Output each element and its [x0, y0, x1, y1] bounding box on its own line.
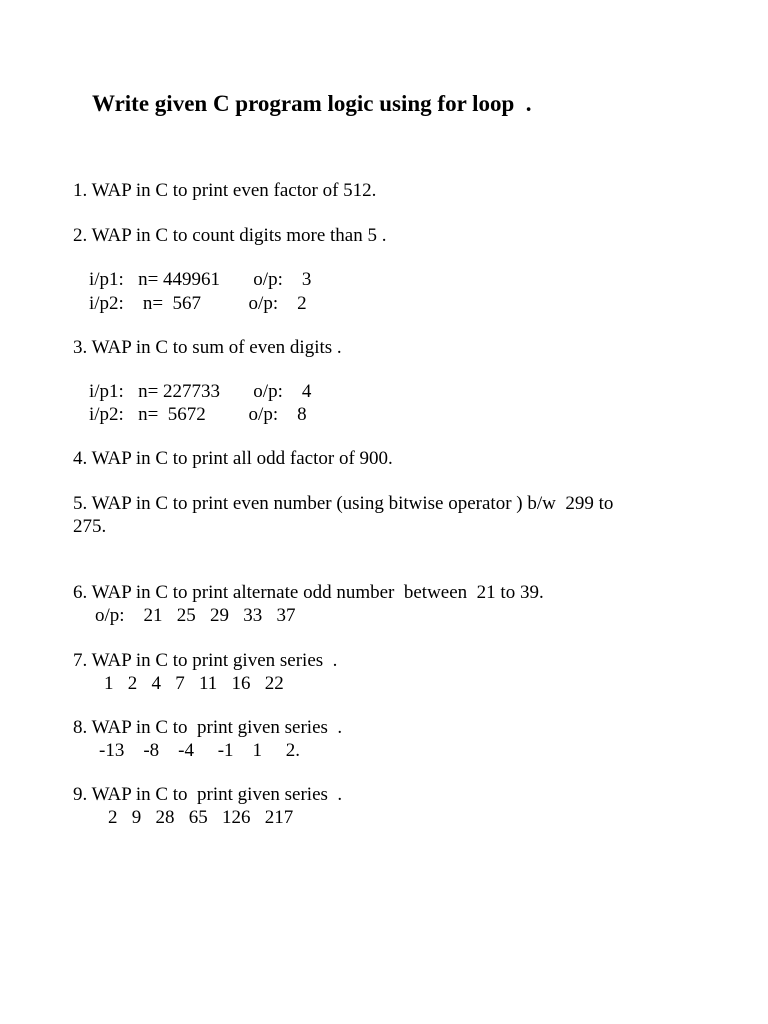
- question-8: 8. WAP in C to print given series .: [73, 717, 343, 738]
- question-2: 2. WAP in C to count digits more than 5 .: [73, 225, 387, 246]
- question-3-example-1: i/p1: n= 227733 o/p: 4: [89, 381, 312, 402]
- question-1: 1. WAP in C to print even factor of 512.: [73, 180, 377, 201]
- question-3: 3. WAP in C to sum of even digits .: [73, 337, 342, 358]
- question-5-line-2: 275.: [73, 516, 107, 537]
- question-8-series: -13 -8 -4 -1 1 2.: [99, 740, 301, 761]
- question-4: 4. WAP in C to print all odd factor of 900.: [73, 448, 393, 469]
- question-6-output: o/p: 21 25 29 33 37: [95, 605, 296, 626]
- question-5-line-1: 5. WAP in C to print even number (using bitwise operator ) b/w 299 to: [73, 493, 614, 514]
- document-title: Write given C program logic using for loop .: [92, 91, 532, 116]
- question-6: 6. WAP in C to print alternate odd number between 21 to 39.: [73, 582, 544, 603]
- question-9: 9. WAP in C to print given series .: [73, 784, 343, 805]
- question-2-example-1: i/p1: n= 449961 o/p: 3: [89, 269, 312, 290]
- question-9-series: 2 9 28 65 126 217: [108, 807, 294, 828]
- question-3-example-2: i/p2: n= 5672 o/p: 8: [89, 404, 307, 425]
- question-7: 7. WAP in C to print given series .: [73, 650, 338, 671]
- question-2-example-2: i/p2: n= 567 o/p: 2: [89, 293, 307, 314]
- question-7-series: 1 2 4 7 11 16 22: [104, 673, 284, 694]
